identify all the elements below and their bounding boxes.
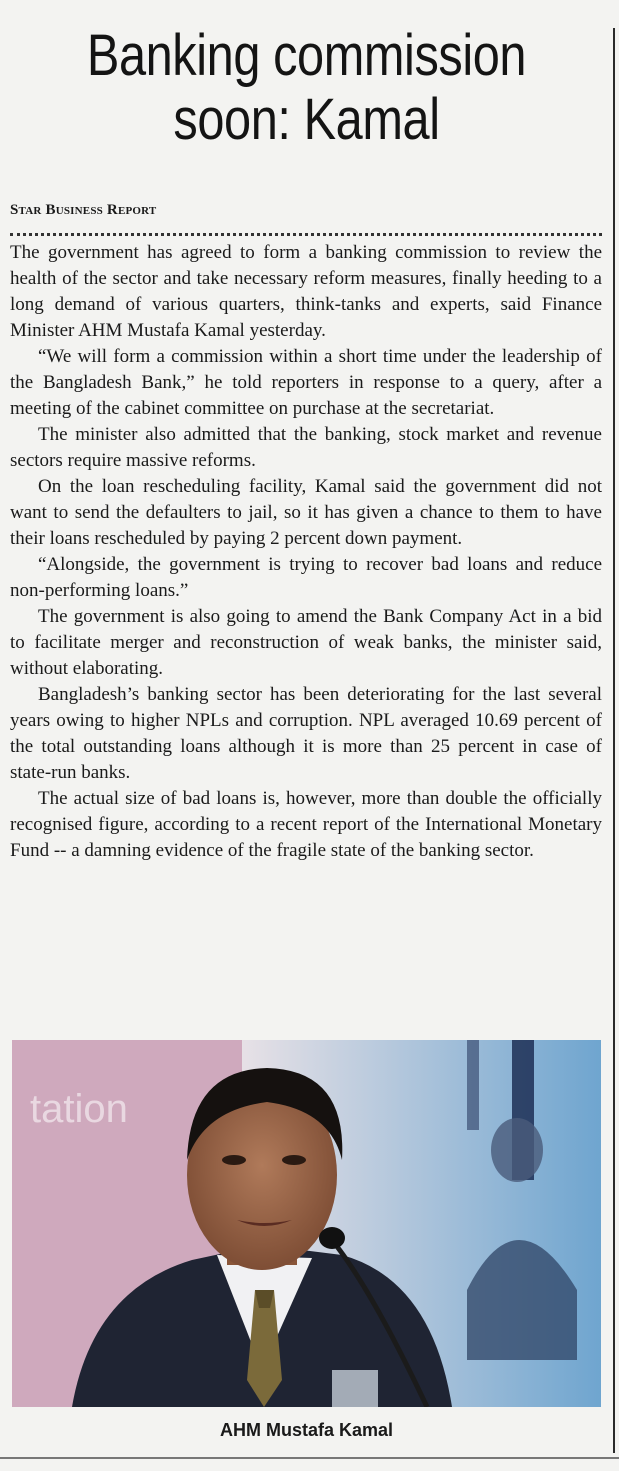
byline: Star Business Report xyxy=(10,202,157,218)
bottom-rule xyxy=(0,1457,619,1459)
paragraph: The minister also admitted that the banking, stock market and revenue sectors require massive reforms. xyxy=(10,424,602,471)
article-body xyxy=(10,240,602,864)
paragraph: The government has agreed to form a banking commission to review the health of the sector and take necessary reform measures, finally heeding to a long demand of various quarters, think-tanks and experts, said Finance Minister AHM Mustafa Kamal yesterday. xyxy=(10,242,602,341)
paragraph: “We will form a commission within a short time under the leadership of the Bangladesh Bank,” he told reporters in response to a query, after a meeting of the cabinet committee on purchase at the secretariat. xyxy=(10,346,602,419)
paragraph: On the loan rescheduling facility, Kamal said the government did not want to send the defaulters to jail, so it has given a chance to them to have their loans rescheduled by paying 2 percent down payment. xyxy=(10,476,602,549)
headline xyxy=(49,24,564,152)
photo xyxy=(12,1040,601,1407)
paragraph: Bangladesh’s banking sector has been deteriorating for the last several years owing to higher NPLs and corruption. NPL averaged 10.69 percent of the total outstanding loans although it is more than 25 percent in case of state-run banks. xyxy=(10,684,602,783)
dotted-divider xyxy=(10,233,602,236)
paragraph: The actual size of bad loans is, however, more than double the officially recognised figure, according to a recent report of the International Monetary Fund -- a damning evidence of the fragile state of the banking sector. xyxy=(10,788,602,861)
photo-caption: AHM Mustafa Kamal xyxy=(219,1420,394,1440)
photo-illustration xyxy=(12,1040,601,1407)
paragraph: “Alongside, the government is trying to recover bad loans and reduce non-performing loans.” xyxy=(10,554,602,601)
column-rule xyxy=(613,28,615,1453)
paragraph: The government is also going to amend the Bank Company Act in a bid to facilitate merger and reconstruction of weak banks, the minister said, without elaborating. xyxy=(10,606,602,679)
banner-text: tation xyxy=(30,1087,128,1131)
headline-line-1: Banking commission xyxy=(86,23,527,88)
headline-line-2: soon: Kamal xyxy=(173,87,440,152)
